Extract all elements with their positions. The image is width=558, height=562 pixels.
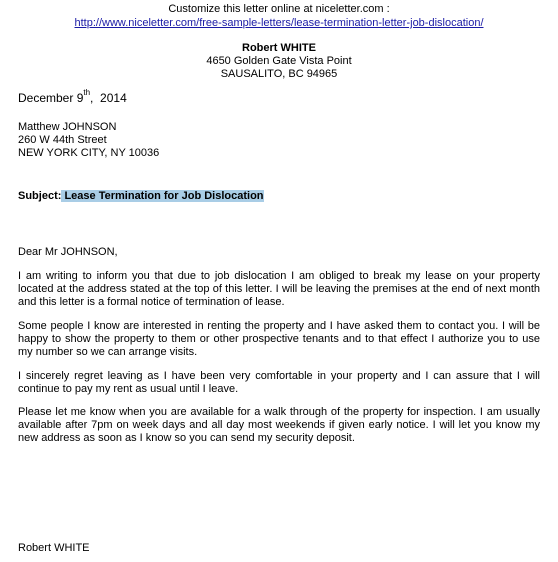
date-year: , 2014 xyxy=(90,91,127,105)
body-paragraph-1: I am writing to inform you that due to job dislocation I am obliged to break my lease on your property located at the address stated at the top of this letter. I will be leaving the premises at the end of next month and this letter is a formal notice of termination of lease. xyxy=(18,270,540,308)
letter-date xyxy=(18,88,127,105)
recipient-city: NEW YORK CITY, NY 10036 xyxy=(18,147,160,159)
salutation: Dear Mr JOHNSON, xyxy=(18,246,118,258)
sender-city: SAUSALITO, BC 94965 xyxy=(220,68,338,80)
sender-name: Robert WHITE xyxy=(242,42,316,54)
customize-link[interactable]: http://www.niceletter.com/free-sample-letters/lease-termination-letter-job-dislocation/ xyxy=(74,17,484,29)
body-paragraph-3: I sincerely regret leaving as I have been very comfortable in your property and I can assure that I will continue to pay my rent as usual until I leave. xyxy=(18,370,540,395)
recipient-address xyxy=(18,121,159,160)
recipient-name: Matthew JOHNSON xyxy=(18,121,117,133)
subject-line xyxy=(18,190,264,203)
body-paragraph-2: Some people I know are interested in renting the property and I have asked them to contact you. I will be happy to show the property to them or other prospective tenants and to that effect I authorize you to use my number so we can arrange visits. xyxy=(18,320,540,358)
signature-name: Robert WHITE xyxy=(18,542,90,554)
sender-street: 4650 Golden Gate Vista Point xyxy=(206,55,352,67)
recipient-street: 260 W 44th Street xyxy=(18,134,107,146)
date-suffix: th xyxy=(83,88,91,97)
body-paragraph-4: Please let me know when you are available for a walk through of the property for inspection. I am usually available after 7pm on week days and all day most weekends if given early notice. I will let you know my new address as soon as I know so you can send my security deposit. xyxy=(18,406,540,444)
customize-text: Customize this letter online at niceletter.com : xyxy=(168,3,390,15)
customize-header xyxy=(0,3,558,30)
subject-label: Subject: xyxy=(18,190,62,202)
date-month-day: December 9 xyxy=(18,91,84,105)
subject-text: Lease Termination for Job Dislocation xyxy=(61,190,264,202)
sender-address xyxy=(0,42,558,81)
